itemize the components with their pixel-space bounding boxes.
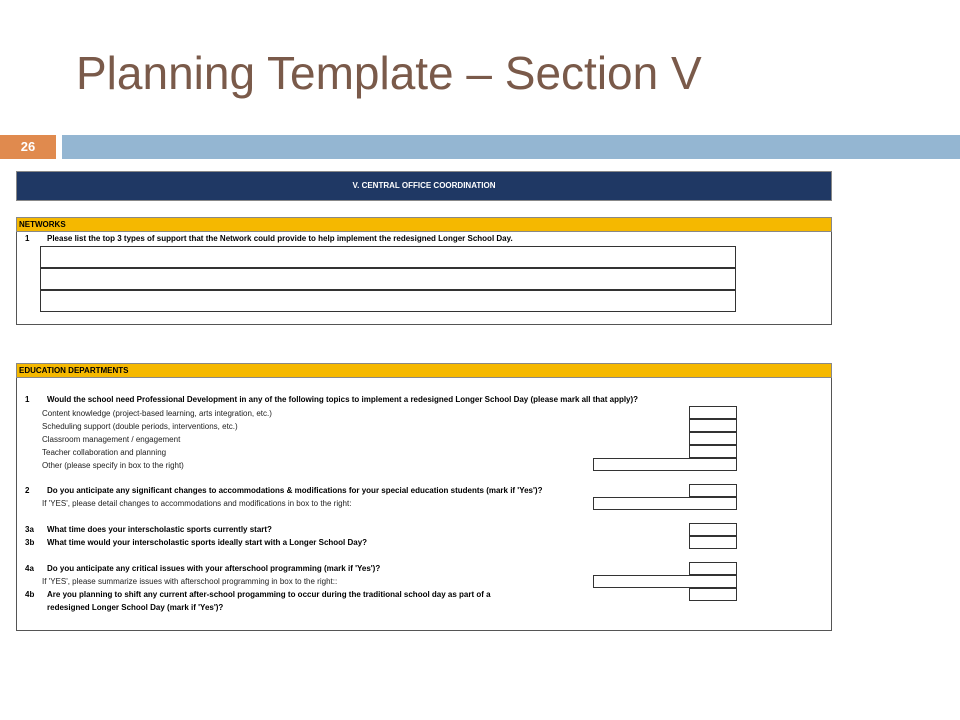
question-text: Are you planning to shift any current after-school progamming to occur during the traditional school day as part of a	[47, 590, 491, 599]
slide-title: Planning Template – Section V	[76, 47, 702, 99]
checkbox-afterschool-issues[interactable]	[689, 562, 737, 575]
education-band: EDUCATION DEPARTMENTS	[16, 363, 832, 378]
sports-current-start-field[interactable]	[689, 523, 737, 536]
networks-answer-field-1[interactable]	[40, 246, 736, 268]
planning-template-sheet	[16, 171, 832, 631]
afterschool-issues-detail-field[interactable]	[593, 575, 737, 588]
education-question-4b	[25, 590, 491, 599]
question-4a-followup: If 'YES', please summarize issues with afterschool programming in box to the right::	[42, 577, 338, 586]
question-number: 4a	[25, 564, 34, 573]
checkbox-classroom-management[interactable]	[689, 432, 737, 445]
education-box	[16, 378, 832, 631]
checkbox-scheduling[interactable]	[689, 419, 737, 432]
education-question-4b-line2: redesigned Longer School Day (mark if 'Yes')?	[47, 603, 224, 612]
question-text: Please list the top 3 types of support that the Network could provide to help implement the redesigned Longer School Day.	[47, 234, 513, 243]
question-number: 1	[25, 395, 30, 404]
networks-box	[16, 232, 832, 325]
education-question-3a	[25, 525, 272, 534]
networks-question-1	[25, 234, 513, 243]
sped-changes-detail-field[interactable]	[593, 497, 737, 510]
pd-option-teacher-collaboration: Teacher collaboration and planning	[42, 448, 167, 457]
question-number: 1	[25, 234, 30, 243]
slide-number: 26	[0, 135, 56, 159]
other-specify-field[interactable]	[593, 458, 737, 471]
checkbox-shift-afterschool[interactable]	[689, 588, 737, 601]
education-question-1	[25, 395, 638, 404]
sports-ideal-start-field[interactable]	[689, 536, 737, 549]
question-text: What time would your interscholastic sports ideally start with a Longer School Day?	[47, 538, 368, 547]
question-text: Would the school need Professional Development in any of the following topics to implement a redesigned Longer School Day (please mark all that apply)?	[47, 395, 639, 404]
question-number: 4b	[25, 590, 35, 599]
education-question-3b	[25, 538, 367, 547]
checkbox-sped-changes[interactable]	[689, 484, 737, 497]
section-header: V. CENTRAL OFFICE COORDINATION	[16, 171, 832, 201]
pd-option-scheduling: Scheduling support (double periods, interventions, etc.)	[42, 422, 238, 431]
networks-band: NETWORKS	[16, 217, 832, 232]
question-number: 3b	[25, 538, 35, 547]
question-number: 3a	[25, 525, 34, 534]
education-question-4a	[25, 564, 380, 573]
networks-answer-field-3[interactable]	[40, 290, 736, 312]
question-number: 2	[25, 486, 30, 495]
education-question-2	[25, 486, 542, 495]
networks-answer-field-2[interactable]	[40, 268, 736, 290]
question-2-followup: If 'YES', please detail changes to accommodations and modifications in box to the right:	[42, 499, 352, 508]
pd-option-other: Other (please specify in box to the right)	[42, 461, 184, 470]
checkbox-teacher-collaboration[interactable]	[689, 445, 737, 458]
question-text: What time does your interscholastic sports currently start?	[47, 525, 272, 534]
question-text: Do you anticipate any critical issues with your afterschool programming (mark if 'Yes')?	[47, 564, 381, 573]
header-divider-bar	[62, 135, 960, 159]
pd-option-content-knowledge: Content knowledge (project-based learning, arts integration, etc.)	[42, 409, 272, 418]
question-text: Do you anticipate any significant changes to accommodations & modifications for your special education students (mark if 'Yes')?	[47, 486, 543, 495]
pd-option-classroom-management: Classroom management / engagement	[42, 435, 181, 444]
checkbox-content-knowledge[interactable]	[689, 406, 737, 419]
